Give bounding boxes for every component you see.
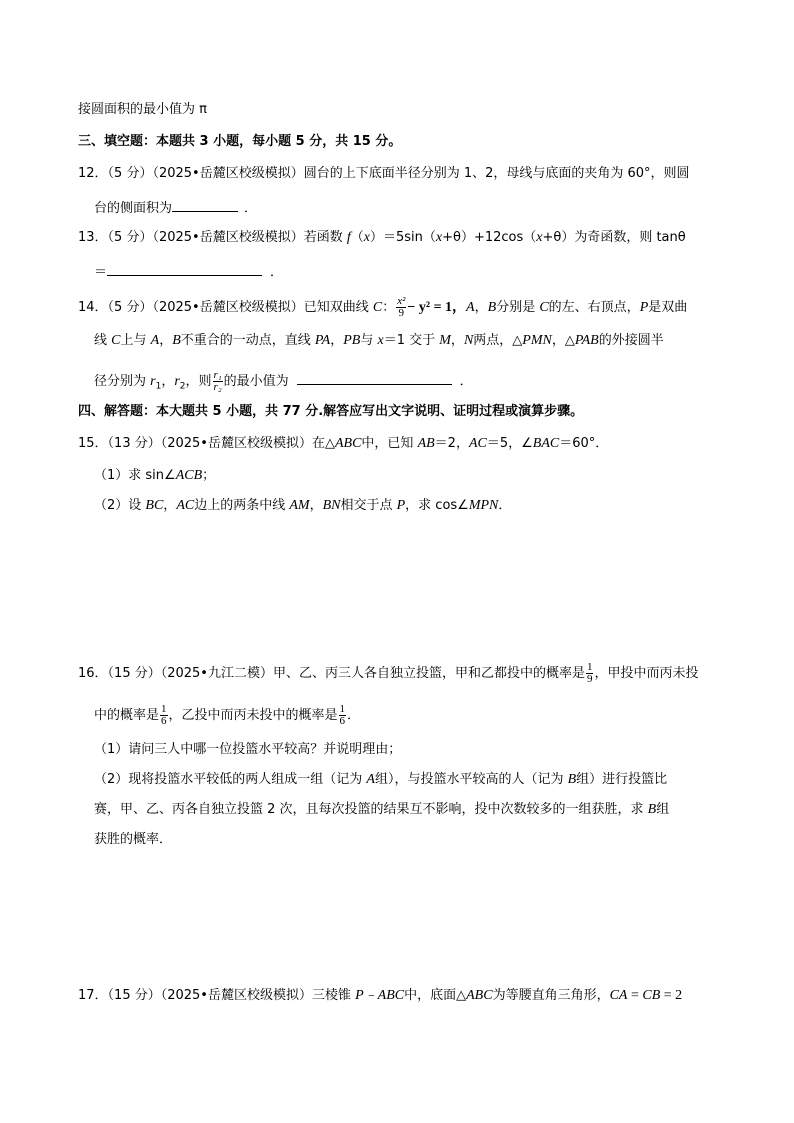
question-14-text: 是双曲: [648, 300, 688, 315]
question-15-text: ＝5，∠: [486, 436, 533, 451]
question-16-part2-line2: [94, 802, 669, 818]
question-13-line2: [94, 262, 283, 281]
section-heading-solutions: 四、解答题：本大题共 5 小题，共 77 分.解答应写出文字说明、证明过程或演算步骤。: [78, 404, 584, 419]
var-x: x: [377, 333, 384, 348]
var-P-ABC: P﹣ABC: [355, 988, 405, 1003]
question-12-end: ．: [244, 201, 258, 216]
var-ABC: ABC: [334, 436, 362, 451]
question-16-line2: [94, 704, 360, 727]
question-12-line1: 12．（5 分）（2025•岳麓区校级模拟）圆台的上下底面半径分别为 1、2，母线与底面的夹角为 60°，则圆: [78, 166, 690, 181]
punct: ．: [498, 498, 512, 513]
question-13-text: ＝: [94, 265, 108, 280]
fraction-denominator: r₂: [213, 381, 222, 393]
question-15-text: 相交于点: [340, 498, 397, 513]
punct: ：: [382, 300, 396, 315]
var-CB: CB: [642, 988, 661, 1003]
question-14-line3: [94, 370, 473, 395]
question-14-text: 两点，△: [473, 333, 523, 348]
question-14-line1: [78, 296, 687, 319]
question-13-line1: 13．（5 分）（2025•岳麓区校级模拟）若函数 f（x）＝5sin（x+θ）+12cos（x+θ）为奇函数，则 tanθ: [78, 230, 686, 245]
var-x: x: [435, 230, 443, 245]
var-C: C: [539, 300, 549, 315]
question-14-text: 的最小值为: [223, 374, 289, 389]
var-x: x: [363, 230, 370, 245]
var-B: B: [172, 333, 181, 348]
fraction-1-over-9: [586, 662, 594, 685]
question-14-end: ．: [459, 374, 473, 389]
subscript: 1: [155, 381, 162, 392]
question-16-part2-line1: [94, 772, 667, 788]
fraction-1-over-6: [160, 704, 168, 727]
question-17-line1: [78, 988, 682, 1004]
var-C: C: [111, 333, 121, 348]
var-B: B: [647, 802, 657, 817]
var-PMN: PMN: [522, 333, 552, 348]
question-13-text: +θ）+12cos（: [442, 230, 537, 245]
prev-question-tail: 接圆面积的最小值为 π: [78, 102, 207, 117]
var-CA: CA: [609, 988, 628, 1003]
question-14-text: 分别是: [496, 300, 540, 315]
var-BN: BN: [322, 498, 341, 513]
section-heading-fill-in: 三、填空题：本题共 3 小题，每小题 5 分，共 15 分。: [78, 134, 402, 149]
question-14-text: 上与: [120, 333, 151, 348]
fraction-denominator: 9: [586, 673, 593, 685]
fraction-denominator: 9: [398, 307, 405, 319]
punct: ，: [450, 333, 464, 348]
question-16-part2-line3: 获胜的概率．: [94, 832, 173, 847]
question-16-text: 赛，甲、乙、丙各自独立投篮 2 次，且每次投篮的结果互不影响，投中次数较多的一组获胜，求: [94, 802, 648, 817]
question-16-text: ，甲投中而丙未投: [594, 666, 699, 681]
var-A: A: [366, 772, 375, 787]
question-15-text: ，求 cos∠: [405, 498, 469, 513]
question-13-text: ）＝5sin（: [369, 230, 436, 245]
question-14-text: ＝1 交于: [383, 333, 440, 348]
var-x: x: [536, 230, 543, 245]
question-13-text: 13．（5 分）（2025•岳麓区校级模拟）若函数: [78, 230, 347, 245]
question-15-part2: [94, 498, 511, 514]
question-14-text: 14．（5 分）（2025•岳麓区校级模拟）已知双曲线: [78, 300, 373, 315]
question-14-line2: [94, 333, 664, 349]
question-16-text: 组: [656, 802, 670, 817]
var-AM: AM: [289, 498, 310, 513]
fraction-numerator: 1: [161, 703, 167, 715]
question-14-text: ，△: [551, 333, 575, 348]
var-N: N: [463, 333, 474, 348]
question-16-text: 16．（15 分）（2025•九江二模）甲、乙、丙三人各自独立投篮，甲和乙都投中的概率是: [78, 666, 585, 681]
fraction-numerator: x²: [397, 295, 406, 307]
question-15-text: 中，已知: [361, 436, 418, 451]
question-12-text: 台的侧面积为: [94, 201, 173, 216]
var-AB: AB: [417, 436, 435, 451]
var-ABC: ABC: [466, 988, 493, 1003]
question-14-text: 线: [94, 333, 112, 348]
fraction-denominator: 6: [339, 715, 346, 727]
var-PA: PA: [314, 333, 331, 348]
punct: ，: [309, 498, 323, 513]
punct: ．: [347, 708, 361, 723]
question-14-text: 的左、右顶点，: [548, 300, 640, 315]
var-PAB: PAB: [574, 333, 599, 348]
question-16-line1: [78, 662, 698, 685]
var-f: f: [346, 230, 351, 245]
var-r: r: [174, 374, 180, 389]
question-15-text: （2）设: [94, 498, 146, 513]
question-14-text: 的外接圆半: [598, 333, 664, 348]
question-14-text: ，则: [185, 374, 212, 389]
var-AC: AC: [176, 498, 195, 513]
punct: ，: [163, 498, 177, 513]
question-14-text: 不重合的一动点，直线: [180, 333, 315, 348]
var-B: B: [567, 772, 577, 787]
var-PB: PB: [343, 333, 361, 348]
question-16-text: （2）现将投篮水平较低的两人组成一组（记为: [94, 772, 367, 787]
question-17-text: 中，底面△: [404, 988, 467, 1003]
subscript: 2: [179, 381, 186, 392]
var-P: P: [396, 498, 406, 513]
question-16-part1: （1）请问三人中哪一位投篮水平较高？并说明理由；: [94, 742, 402, 757]
var-MPN: MPN: [468, 498, 499, 513]
question-13-text: +θ）为奇函数，则 tanθ: [542, 230, 686, 245]
question-16-text: 中的概率是: [94, 708, 160, 723]
question-17-text: 17．（15 分）（2025•岳麓区校级模拟）三棱锥: [78, 988, 356, 1003]
question-14-text: 径分别为: [94, 374, 151, 389]
question-15-text: 边上的两条中线: [194, 498, 290, 513]
question-16-text: ，乙投中而丙未投中的概率是: [168, 708, 338, 723]
question-15-text: ＝60°．: [559, 436, 609, 451]
equals: =: [627, 988, 643, 1003]
fraction-1-over-6: [339, 704, 347, 727]
var-r: r: [150, 374, 156, 389]
question-14-text: 与: [360, 333, 378, 348]
var-A: A: [466, 300, 475, 315]
question-17-text: 为等腰直角三角形，: [492, 988, 610, 1003]
fraction-x2-over-9: [396, 296, 406, 319]
var-ACB: ACB: [175, 468, 203, 483]
answer-blank-13[interactable]: [107, 262, 262, 276]
question-15-part1: [94, 468, 215, 484]
var-A: A: [150, 333, 160, 348]
punct: ，: [330, 333, 344, 348]
fraction-denominator: 6: [161, 715, 167, 727]
question-16-text: 组）进行投篮比: [576, 772, 668, 787]
var-C: C: [372, 300, 383, 315]
var-B: B: [487, 300, 497, 315]
punct: ，: [161, 374, 175, 389]
answer-blank-14[interactable]: [297, 371, 452, 385]
punct: ，: [159, 333, 173, 348]
question-15-text: （1）求 sin∠: [94, 468, 176, 483]
question-16-text: 组），与投篮水平较高的人（记为: [374, 772, 568, 787]
fraction-numerator: 1: [586, 661, 593, 673]
question-15-text: ＝2，: [434, 436, 469, 451]
var-AC: AC: [468, 436, 487, 451]
var-M: M: [439, 333, 451, 348]
fraction-numerator: r₁: [213, 369, 222, 381]
var-BAC: BAC: [532, 436, 560, 451]
var-BC: BC: [145, 498, 164, 513]
punct: ；: [202, 468, 216, 483]
punct: ，: [474, 300, 488, 315]
question-12-line2: [94, 198, 257, 217]
var-P: P: [639, 300, 649, 315]
equals-value: = 2: [660, 988, 683, 1003]
question-15-line1: [78, 436, 608, 452]
question-15-text: 15．（13 分）（2025•岳麓区校级模拟）在△: [78, 436, 335, 451]
question-13-end: ．: [270, 265, 284, 280]
answer-blank-12[interactable]: [172, 198, 238, 212]
fraction-r1-over-r2: [213, 370, 223, 393]
equation-rest: − y² = 1，: [407, 300, 467, 315]
fraction-numerator: 1: [339, 703, 346, 715]
